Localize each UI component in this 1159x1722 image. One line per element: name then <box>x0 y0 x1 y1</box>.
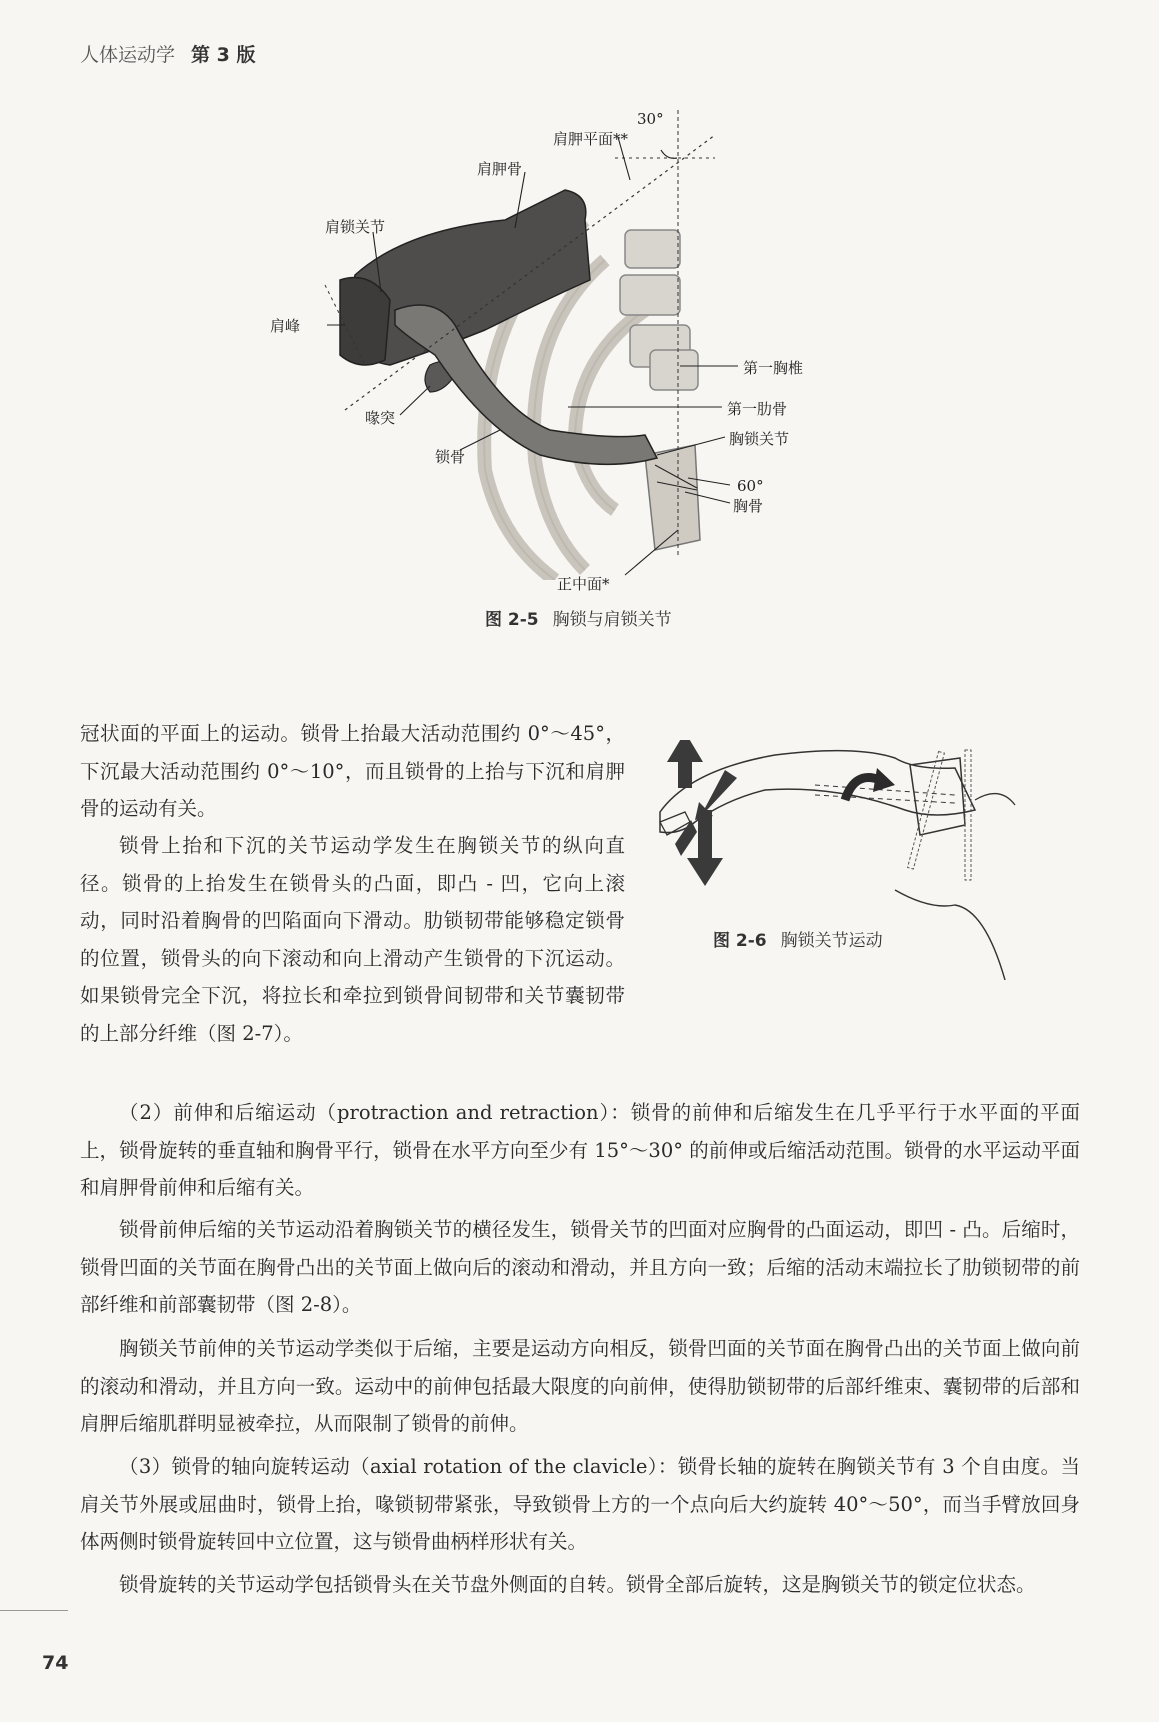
edition: 第 3 版 <box>191 44 256 66</box>
figure-2-6-caption-text: 胸锁关节运动 <box>780 931 883 951</box>
paragraph-4: 锁骨前伸后缩的关节运动沿着胸锁关节的横径发生，锁骨关节的凹面对应胸骨的凸面运动，即凹 - 凸。后缩时，锁骨凹面的关节面在胸骨凸出的关节面上做向后的滚动和滑动，并且方向一致；后缩的活动末端拉长了肋锁韧带的前部纤维和前部囊韧带（图 2-8）。 <box>80 1218 1080 1316</box>
paragraph-5: 胸锁关节前伸的关节运动学类似于后缩，主要是运动方向相反，锁骨凹面的关节面在胸骨凸出的关节面上做向前的滚动和滑动，并且方向一致。运动中的前伸包括最大限度的向前伸，使得肋锁韧带的后部纤维束、囊韧带的后部和肩胛后缩肌群明显被牵拉，从而限制了锁骨的前伸。 <box>80 1337 1080 1435</box>
label-clavicle: 锁骨 <box>435 448 466 466</box>
label-sternum: 胸骨 <box>733 497 764 515</box>
label-ac-joint: 肩锁关节 <box>325 218 386 236</box>
figure-2-5 <box>270 110 915 670</box>
figure-2-5-caption-number: 图 2-5 <box>485 610 539 630</box>
figure-2-5-caption <box>485 605 672 630</box>
label-first-rib: 第一肋骨 <box>727 400 788 418</box>
running-head <box>80 40 255 67</box>
paragraph-3: （2）前伸和后缩运动（protraction and retraction）：锁骨的前伸和后缩发生在几乎平行于水平面的平面上，锁骨旋转的垂直轴和胸骨平行，锁骨在水平方向至少有 15°～30° 的前伸或后缩活动范围。锁骨的水平运动平面和肩胛骨前伸和后缩有关。 <box>80 1101 1080 1199</box>
page-number: 74 <box>42 1652 69 1674</box>
figure-2-6-caption-number: 图 2-6 <box>713 931 767 951</box>
book-title: 人体运动学 <box>80 44 176 66</box>
label-sc-joint: 胸锁关节 <box>729 430 790 448</box>
label-scapula: 肩胛骨 <box>477 160 523 178</box>
paragraph-2: 锁骨上抬和下沉的关节运动学发生在胸锁关节的纵向直径。锁骨的上抬发生在锁骨头的凸面，即凸 - 凹，它向上滚动，同时沿着胸骨的凹陷面向下滑动。肋锁韧带能够稳定锁骨的位置，锁骨头的向下滚动和向上滑动产生锁骨的下沉运动。如果锁骨完全下沉，将拉长和牵拉到锁骨间韧带和关节囊韧带的上部分纤维（图 2-7）。 <box>80 834 625 1045</box>
label-coracoid: 喙突 <box>365 409 396 427</box>
label-scapular-plane: 肩胛平面** <box>553 130 629 148</box>
sc-ac-joint-illustration <box>285 110 915 580</box>
figure-2-6-caption <box>713 926 883 951</box>
label-angle-30: 30° <box>637 110 664 128</box>
label-acromion: 肩峰 <box>270 317 301 335</box>
paragraph-6: （3）锁骨的轴向旋转运动（axial rotation of the clavicle）：锁骨长轴的旋转在胸锁关节有 3 个自由度。当肩关节外展或屈曲时，锁骨上抬，喙锁韧带紧张，导致锁骨上方的一个点向后大约旋转 40°～50°，而当手臂放回身体两侧时锁骨旋转回中立位置，这与锁骨曲柄样形状有关。 <box>80 1455 1080 1553</box>
label-midsagittal-plane: 正中面* <box>557 575 610 593</box>
footer-rule <box>0 1610 68 1611</box>
figure-2-5-caption-text: 胸锁与肩锁关节 <box>552 610 672 630</box>
label-angle-60: 60° <box>737 477 764 495</box>
paragraph-1: 冠状面的平面上的运动。锁骨上抬最大活动范围约 0°～45°，下沉最大活动范围约 0°～10°，而且锁骨的上抬与下沉和肩胛骨的运动有关。 <box>80 722 625 820</box>
label-first-thoracic-vertebra: 第一胸椎 <box>743 359 804 377</box>
paragraph-7: 锁骨旋转的关节运动学包括锁骨头在关节盘外侧面的自转。锁骨全部后旋转，这是胸锁关节的锁定位状态。 <box>119 1573 1036 1596</box>
figure-2-6 <box>655 740 1105 1030</box>
